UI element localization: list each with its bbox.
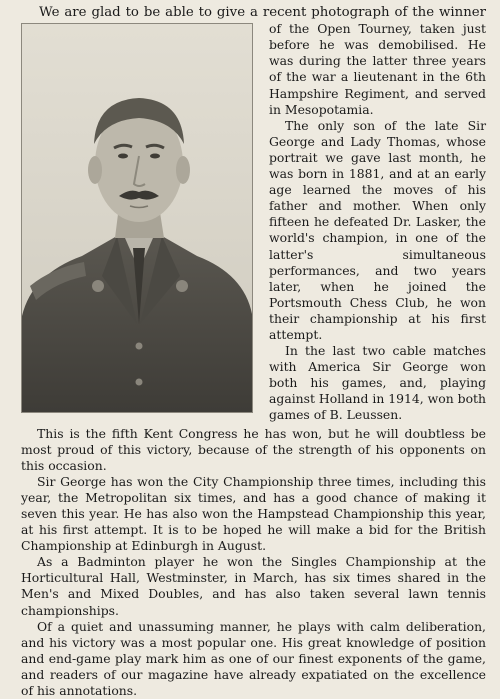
photo-and-text-block xyxy=(21,21,486,423)
paragraph: Sir George has won the City Championship three times, including this year, the Metropolitan six times, and has a good chance of making it seven this year. He has also won the Hampstead Championship this year, at his first attempt. It is to be hoped he will make a bid for the British Championship at Edinburgh in August. xyxy=(21,473,486,554)
paragraph: of the Open Tourney, taken just before he was demobilised. He was during the latter three years of the war a lieutenant in the 6th Hampshire Regiment, and served in Mesopotamia. xyxy=(269,21,486,117)
paragraph: Of a quiet and unassuming manner, he plays with calm deliberation, and his victory was a most popular one. His great knowledge of position and end-game play mark him as one of our finest exponents of the game, and readers of our magazine have already expatiated on the excellence of his annotations. xyxy=(21,618,486,699)
opening-line: We are glad to be able to give a recent photograph of the winner xyxy=(39,5,486,20)
full-width-text xyxy=(21,426,486,699)
portrait-image xyxy=(22,24,252,412)
paragraph: In the last two cable matches with America Sir George won both his games, and, playing against Holland in 1914, won both games of B. Leussen. xyxy=(269,343,486,423)
portrait-photograph xyxy=(21,23,253,413)
paragraph: As a Badminton player he won the Singles Championship at the Horticultural Hall, Westminster, in March, has six times shared in the Men's and Mixed Doubles, and has also taken several lawn tennis championships. xyxy=(21,554,486,618)
text-beside-photo xyxy=(269,21,486,423)
paragraph: The only son of the late Sir George and Lady Thomas, whose portrait we gave last month, he was born in 1881, and at an early age learned the moves of his father and mother. When only fifteen he defeated Dr. Lasker, the world's champion, in one of the latter's simultaneous performances, and two years later, when he joined the Portsmouth Chess Club, he won their championship at his first attempt. xyxy=(269,117,486,342)
paragraph: This is the fifth Kent Congress he has won, but he will doubtless be most proud of this victory, because of the strength of his opponents on this occasion. xyxy=(21,425,486,473)
